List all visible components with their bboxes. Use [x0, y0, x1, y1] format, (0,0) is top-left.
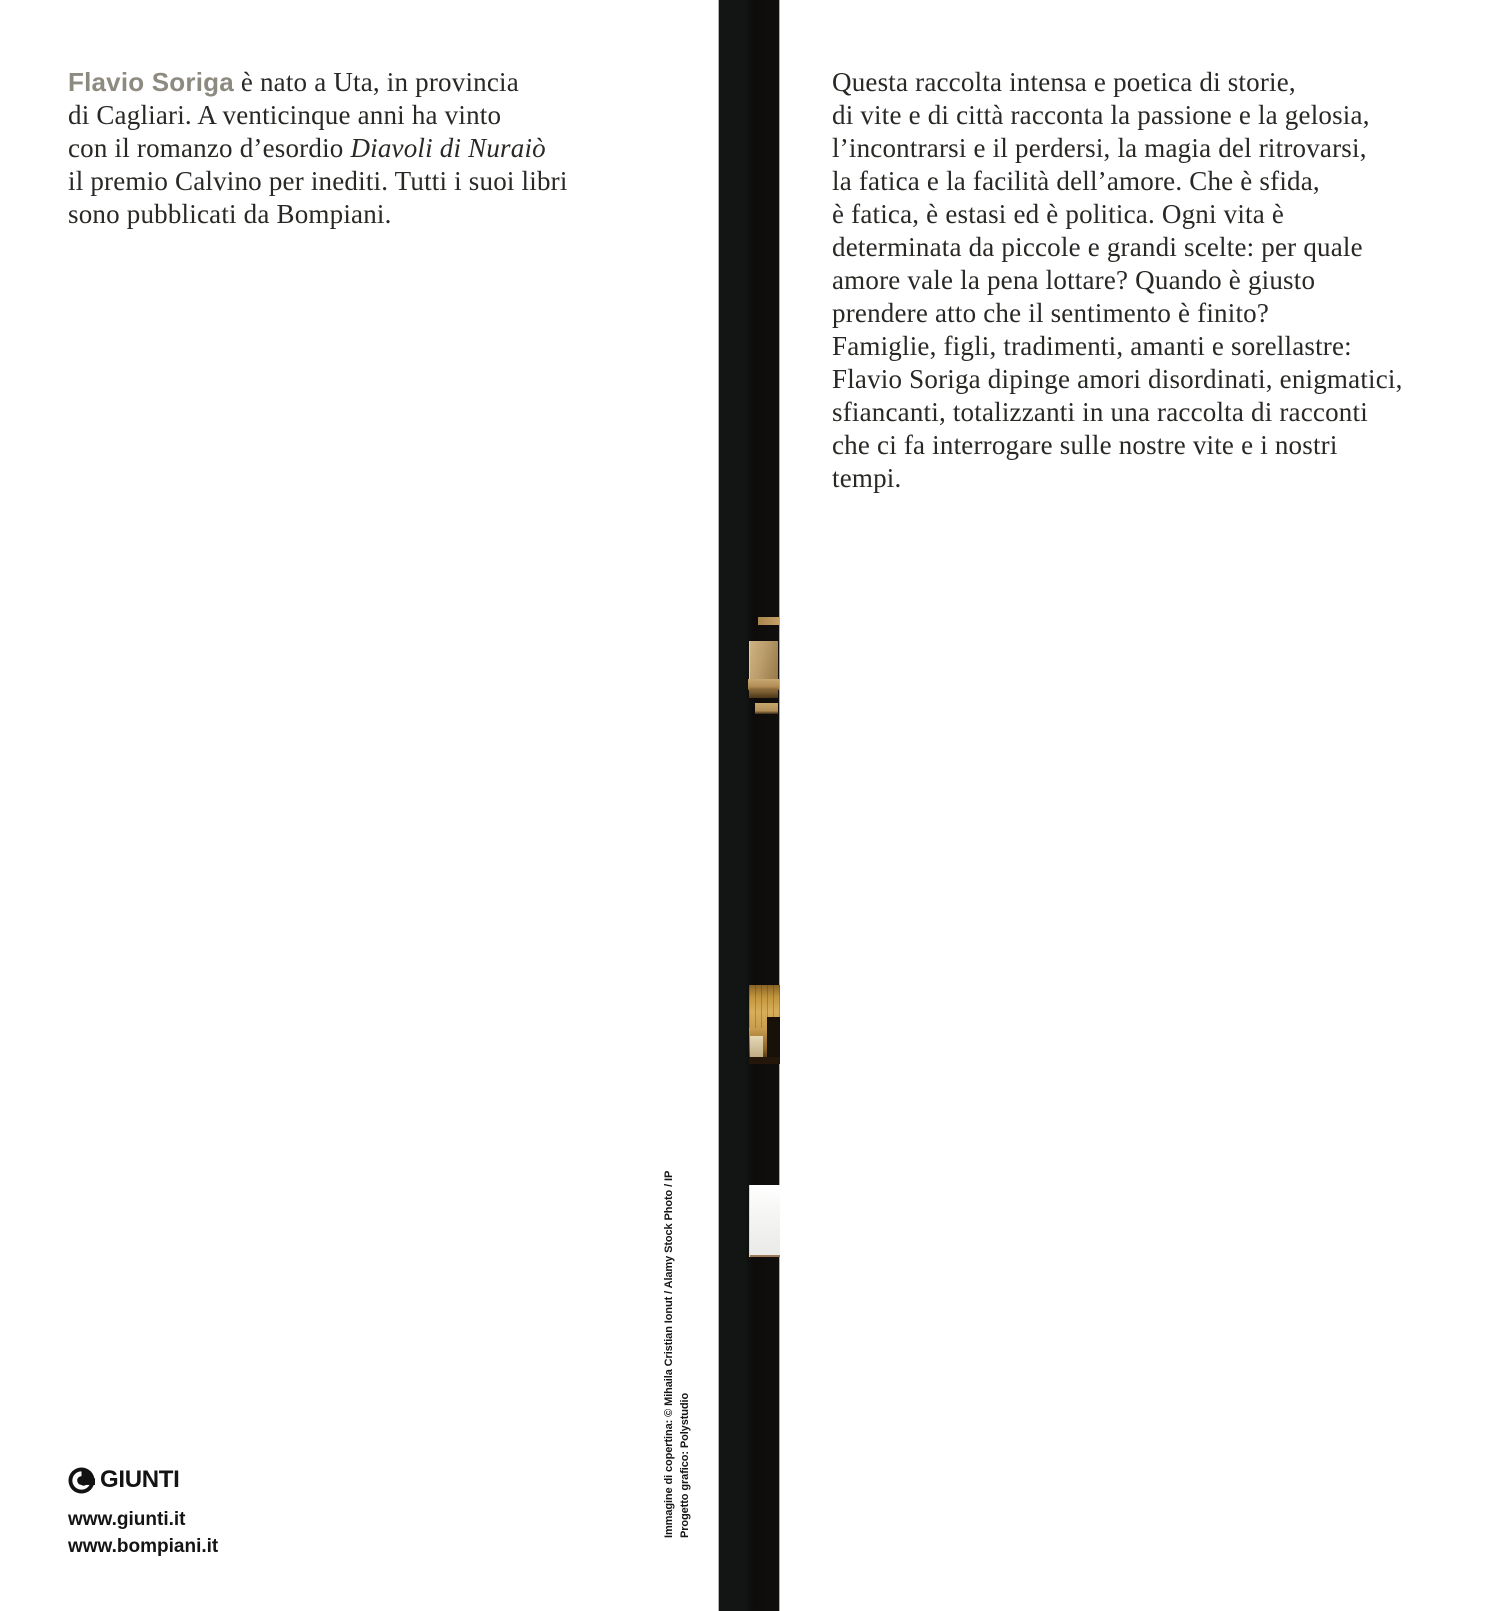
photo-light-patch — [750, 1036, 763, 1057]
publisher-url-giunti: www.giunti.it — [68, 1509, 186, 1530]
blurb-line: Flavio Soriga dipinge amori disordinati, enigmatici, — [832, 364, 1403, 394]
bio-line-text: con il romanzo d’esordio — [68, 133, 351, 163]
book-title: Diavoli di Nuraiò — [350, 133, 546, 163]
blurb-line: di vite e di città racconta la passione e la gelosia, — [832, 100, 1370, 130]
bio-line: sono pubblicati da Bompiani. — [68, 199, 392, 229]
bio-line: di Cagliari. A venticinque anni ha vinto — [68, 100, 502, 130]
spine-photo-white-panel — [749, 1185, 780, 1257]
image-credit: Immagine di copertina: © Mihaila Cristian Ionut / Alamy Stock Photo / IP — [663, 1170, 675, 1538]
bio-line — [68, 66, 648, 99]
spine-photo-brass-furniture — [748, 617, 779, 714]
photo-base-line — [750, 1255, 780, 1257]
blurb-line: l’incontrarsi e il perdersi, la magia del ritrovarsi, — [832, 133, 1367, 163]
blurb-line: Questa raccolta intensa e poetica di storie, — [832, 67, 1296, 97]
blurb-line: tempi. — [832, 463, 902, 493]
blurb-line: amore vale la pena lottare? Quando è giusto — [832, 265, 1316, 295]
design-credit: Progetto grafico: Polystudio — [678, 1392, 691, 1538]
blurb-line: è fatica, è estasi ed è politica. Ogni vita è — [832, 199, 1285, 229]
blurb-line: prendere atto che il sentimento è finito? — [832, 298, 1270, 328]
bio-line-text: è nato a Uta, in provincia — [233, 67, 519, 97]
giunti-g-icon — [68, 1467, 95, 1494]
publisher-name: GIUNTI — [100, 1466, 180, 1493]
photo-foot — [755, 703, 778, 714]
blurb-line: determinata da piccole e grandi scelte: per quale — [832, 232, 1363, 262]
blurb-line: sfiancanti, totalizzanti in una raccolta di racconti — [832, 397, 1368, 427]
jacket-credits — [662, 1146, 693, 1538]
publisher-logo — [68, 1466, 218, 1494]
book-blurb — [832, 66, 1432, 495]
bio-line — [68, 132, 648, 165]
photo-body — [749, 641, 778, 679]
blurb-line: che ci fa interrogare sulle nostre vite e i nostri — [832, 430, 1338, 460]
publisher-url-bompiani: www.bompiani.it — [68, 1536, 219, 1557]
bio-line: il premio Calvino per inediti. Tutti i suoi libri — [68, 166, 568, 196]
blurb-line: Famiglie, figli, tradimenti, amanti e sorellastre: — [832, 331, 1352, 361]
author-name: Flavio Soriga — [68, 67, 234, 97]
blurb-line: la fatica e la facilità dell’amore. Che è sfida, — [832, 166, 1320, 196]
photo-floor-band — [749, 1057, 780, 1064]
photo-ledge — [748, 679, 779, 690]
publisher-block — [68, 1466, 218, 1560]
author-bio — [68, 66, 648, 231]
spine-photo-warm-interior — [749, 985, 780, 1064]
photo-underledge — [749, 690, 778, 698]
photo-sliver — [758, 617, 779, 625]
book-spine-strip — [718, 0, 780, 1611]
